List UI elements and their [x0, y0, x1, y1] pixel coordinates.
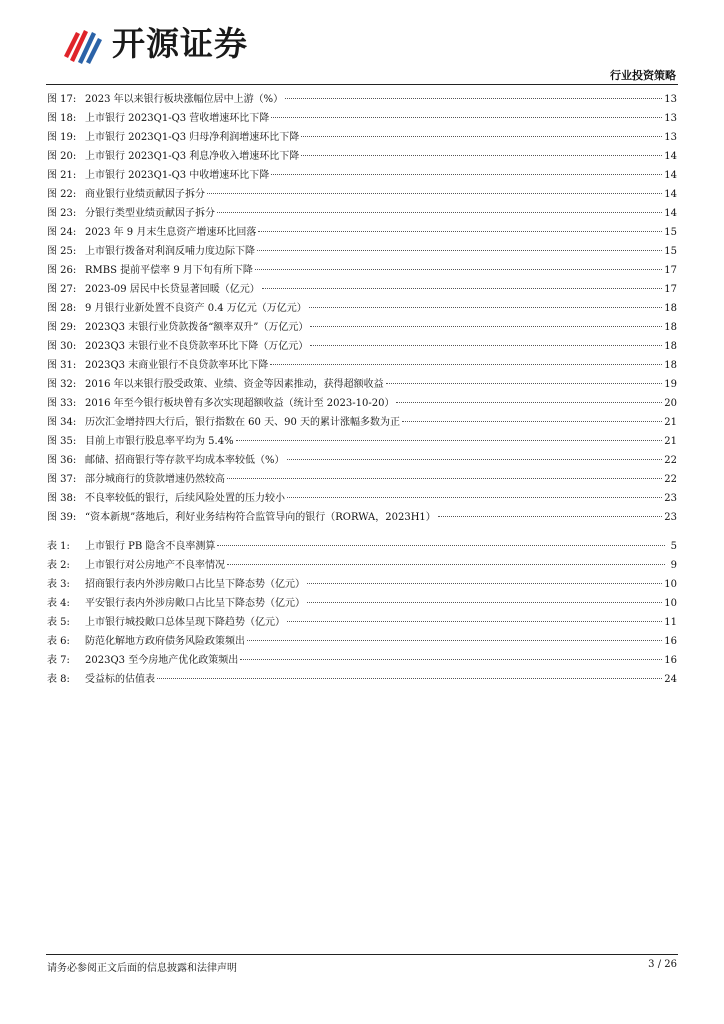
dot-leader [310, 345, 662, 346]
entry-page: 18 [664, 341, 677, 352]
entry-page: 13 [664, 94, 677, 105]
entry-page: 11 [664, 617, 677, 628]
table-toc-entry[interactable] [47, 594, 677, 613]
entry-title: 部分城商行的贷款增速仍然较高 [85, 474, 225, 485]
entry-label: 图 34: [47, 417, 77, 428]
dot-leader [309, 307, 662, 308]
entry-title: 9 月银行业新处置不良资产 0.4 万亿元（万亿元） [85, 303, 307, 314]
dot-leader [258, 231, 662, 232]
entry-title: 目前上市银行股息率平均为 5.4% [85, 436, 234, 447]
entry-label: 图 31: [47, 360, 77, 371]
figure-toc-entry[interactable] [47, 185, 677, 204]
table-toc-entry[interactable] [47, 575, 677, 594]
entry-title: 商业银行业绩贡献因子拆分 [85, 189, 205, 200]
entry-title: 上市银行 2023Q1-Q3 利息净收入增速环比下降 [85, 151, 300, 162]
figure-toc-entry[interactable] [47, 489, 677, 508]
entry-label: 图 37: [47, 474, 77, 485]
entry-page: 9 [670, 560, 677, 571]
entry-title: 历次汇金增持四大行后，银行指数在 60 天、90 天的累计涨幅多数为正 [85, 417, 400, 428]
figure-toc-entry[interactable] [47, 109, 677, 128]
entry-title: 分银行类型业绩贡献因子拆分 [85, 208, 215, 219]
table-toc-entry[interactable] [47, 632, 677, 651]
entry-title: 2023Q3 至今房地产优化政策频出 [85, 655, 239, 666]
entry-title: 邮储、招商银行等存款平均成本率较低（%） [85, 455, 285, 466]
table-toc-entry[interactable] [47, 651, 677, 670]
entry-page: 18 [664, 322, 677, 333]
header-divider [46, 84, 678, 85]
entry-page: 17 [664, 265, 677, 276]
entry-label: 图 30: [47, 341, 77, 352]
entry-label: 图 33: [47, 398, 77, 409]
entry-label: 图 38: [47, 493, 77, 504]
entry-label: 表 1: [47, 541, 70, 552]
entry-title: 2016 年以来银行股受政策、业绩、资金等因素推动，获得超额收益 [85, 379, 384, 390]
entry-label: 图 27: [47, 284, 77, 295]
dot-leader [287, 621, 662, 622]
figure-toc-entry[interactable] [47, 394, 677, 413]
figure-toc-entry[interactable] [47, 508, 677, 527]
entry-page: 13 [664, 132, 677, 143]
entry-page: 15 [664, 227, 677, 238]
entry-page: 16 [664, 655, 677, 666]
dot-leader [247, 640, 662, 641]
dot-leader [307, 602, 662, 603]
figure-toc-entry[interactable] [47, 128, 677, 147]
figure-toc-entry[interactable] [47, 375, 677, 394]
page-number: 3 / 26 [648, 959, 677, 970]
entry-label: 表 4: [47, 598, 70, 609]
dot-leader [227, 478, 662, 479]
dot-leader [285, 98, 662, 99]
entry-label: 表 8: [47, 674, 70, 685]
brand-logo [58, 22, 288, 66]
dot-leader [386, 383, 663, 384]
figure-toc-entry[interactable] [47, 451, 677, 470]
table-of-contents [47, 90, 677, 689]
dot-leader [240, 659, 662, 660]
entry-title: 上市银行 2023Q1-Q3 中收增速环比下降 [85, 170, 270, 181]
entry-page: 14 [664, 151, 677, 162]
entry-page: 14 [664, 189, 677, 200]
entry-label: 表 3: [47, 579, 70, 590]
entry-label: 图 22: [47, 189, 77, 200]
entry-title: 上市银行 2023Q1-Q3 营收增速环比下降 [85, 113, 270, 124]
entry-title: 平安银行表内外涉房敞口占比呈下降态势（亿元） [85, 598, 305, 609]
entry-title: 上市银行 2023Q1-Q3 归母净利润增速环比下降 [85, 132, 300, 143]
entry-label: 表 2: [47, 560, 70, 571]
footer-disclaimer: 请务必参阅正文后面的信息披露和法律声明 [47, 963, 237, 974]
dot-leader [236, 440, 663, 441]
entry-page: 10 [664, 598, 677, 609]
footer-divider [46, 954, 678, 955]
entry-label: 表 7: [47, 655, 70, 666]
figure-toc-entry[interactable] [47, 470, 677, 489]
entry-page: 22 [664, 455, 677, 466]
entry-page: 19 [664, 379, 677, 390]
table-toc-entry[interactable] [47, 537, 677, 556]
entry-label: 图 23: [47, 208, 77, 219]
entry-label: 图 29: [47, 322, 77, 333]
dot-leader [270, 364, 662, 365]
dot-leader [271, 117, 662, 118]
figure-toc-entry[interactable] [47, 204, 677, 223]
entry-page: 20 [664, 398, 677, 409]
figure-toc-entry[interactable] [47, 242, 677, 261]
dot-leader [287, 459, 663, 460]
entry-page: 23 [664, 512, 677, 523]
entry-label: 图 32: [47, 379, 77, 390]
figure-toc-entry[interactable] [47, 90, 677, 109]
dot-leader [262, 288, 663, 289]
entry-title: 2023Q3 末商业银行不良贷款率环比下降 [85, 360, 269, 371]
entry-page: 13 [664, 113, 677, 124]
entry-label: 图 26: [47, 265, 77, 276]
entry-title: 防范化解地方政府债务风险政策频出 [85, 636, 245, 647]
entry-label: 图 17: [47, 94, 77, 105]
dot-leader [301, 155, 662, 156]
figure-toc-entry[interactable] [47, 413, 677, 432]
entry-page: 15 [664, 246, 677, 257]
figure-toc-entry[interactable] [47, 280, 677, 299]
dot-leader [402, 421, 662, 422]
entry-label: 图 35: [47, 436, 77, 447]
dot-leader [207, 193, 662, 194]
entry-label: 图 25: [47, 246, 77, 257]
table-toc-entry[interactable] [47, 670, 677, 689]
entry-label: 图 39: [47, 512, 77, 523]
table-toc-entry[interactable] [47, 613, 677, 632]
entry-title: 2023-09 居民中长贷显著回暖（亿元） [85, 284, 260, 295]
dot-leader [438, 516, 662, 517]
entry-title: 上市银行对公房地产不良率情况 [85, 560, 225, 571]
entry-page: 14 [664, 208, 677, 219]
brand-mark-icon [58, 22, 104, 66]
dot-leader [227, 564, 665, 565]
entry-page: 18 [664, 303, 677, 314]
entry-title: 2023Q3 末银行业不良贷款率环比下降（万亿元） [85, 341, 309, 352]
table-toc-entry[interactable] [47, 556, 677, 575]
entry-title: RMBS 提前平偿率 9 月下旬有所下降 [85, 265, 253, 276]
figure-toc-entry[interactable] [47, 166, 677, 185]
entry-title: 招商银行表内外涉房敞口占比呈下降态势（亿元） [85, 579, 305, 590]
figure-toc-entry[interactable] [47, 356, 677, 375]
entry-label: 图 18: [47, 113, 77, 124]
entry-page: 5 [670, 541, 677, 552]
entry-title: 受益标的估值表 [85, 674, 155, 685]
entry-label: 表 6: [47, 636, 70, 647]
dot-leader [310, 326, 662, 327]
entry-page: 18 [664, 360, 677, 371]
entry-label: 图 21: [47, 170, 77, 181]
figure-toc-entry[interactable] [47, 147, 677, 166]
report-type: 行业投资策略 [610, 69, 676, 82]
entry-page: 17 [664, 284, 677, 295]
dot-leader [396, 402, 662, 403]
entry-title: “资本新规”落地后，利好业务结构符合监管导向的银行（RORWA，2023H1） [85, 512, 436, 523]
entry-label: 图 36: [47, 455, 77, 466]
dot-leader [287, 497, 662, 498]
entry-title: 上市银行 PB 隐含不良率测算 [85, 541, 216, 552]
entry-page: 16 [664, 636, 677, 647]
entry-title: 2023 年以来银行板块涨幅位居中上游（%） [85, 94, 284, 105]
figure-toc-entry[interactable] [47, 299, 677, 318]
dot-leader [257, 250, 662, 251]
entry-label: 表 5: [47, 617, 70, 628]
entry-title: 2016 年至今银行板块曾有多次实现超额收益（统计至 2023-10-20） [85, 398, 395, 409]
entry-label: 图 20: [47, 151, 77, 162]
figure-toc-entry[interactable] [47, 337, 677, 356]
dot-leader [271, 174, 662, 175]
entry-label: 图 28: [47, 303, 77, 314]
entry-title: 2023 年 9 月末生息资产增速环比回落 [85, 227, 257, 238]
entry-page: 10 [664, 579, 677, 590]
figure-toc-entry[interactable] [47, 223, 677, 242]
dot-leader [217, 212, 662, 213]
entry-label: 图 24: [47, 227, 77, 238]
dot-leader [255, 269, 662, 270]
entry-title: 上市银行城投敞口总体呈现下降趋势（亿元） [85, 617, 285, 628]
entry-page: 23 [664, 493, 677, 504]
figure-toc-entry[interactable] [47, 318, 677, 337]
entry-page: 21 [664, 436, 677, 447]
dot-leader [307, 583, 662, 584]
entry-page: 21 [664, 417, 677, 428]
entry-page: 14 [664, 170, 677, 181]
dot-leader [217, 545, 665, 546]
entry-label: 图 19: [47, 132, 77, 143]
figure-toc-entry[interactable] [47, 432, 677, 451]
dot-leader [157, 678, 662, 679]
table-list [47, 537, 677, 689]
entry-title: 上市银行拨备对利润反哺力度边际下降 [85, 246, 255, 257]
dot-leader [301, 136, 662, 137]
figure-list [47, 90, 677, 527]
brand-name: 开源证券 [112, 24, 248, 63]
entry-title: 2023Q3 末银行业贷款拨备“额率双升”（万亿元） [85, 322, 309, 333]
entry-page: 24 [664, 674, 677, 685]
entry-page: 22 [664, 474, 677, 485]
entry-title: 不良率较低的银行，后续风险处置的压力较小 [85, 493, 285, 504]
figure-toc-entry[interactable] [47, 261, 677, 280]
